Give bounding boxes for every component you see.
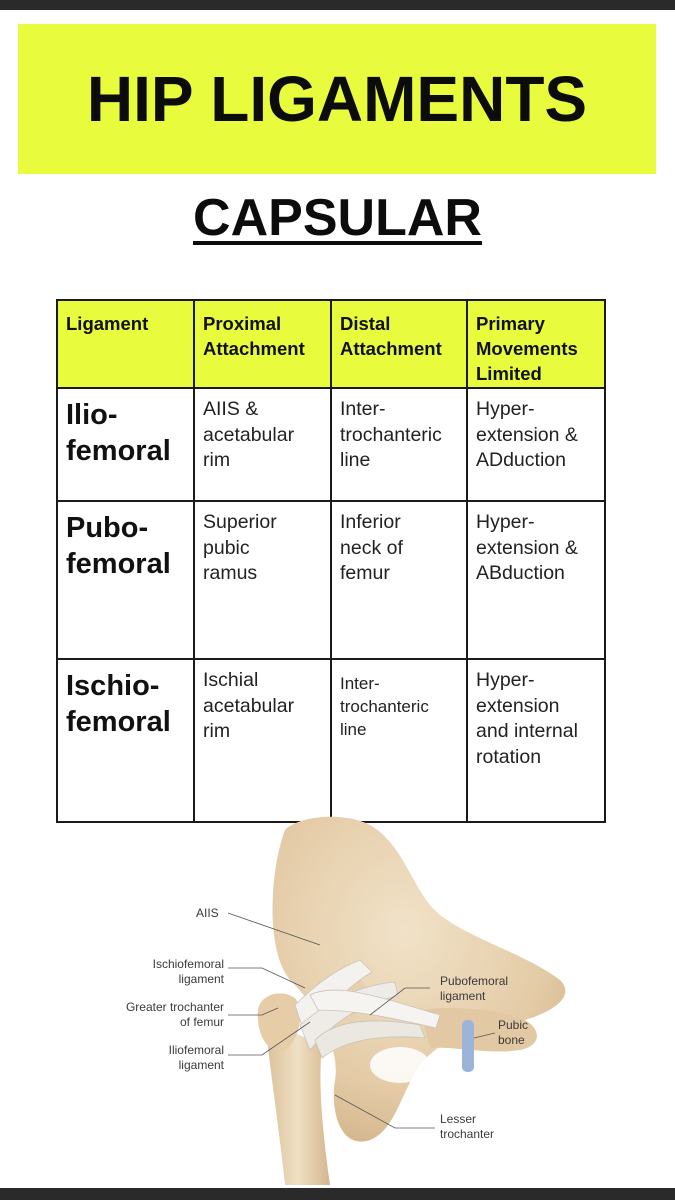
cell-text: extension & xyxy=(476,423,578,446)
cell-text: Hyper- xyxy=(476,669,535,691)
cell-text: Ischial xyxy=(203,669,259,691)
header-line: Ligament xyxy=(66,313,149,334)
table-row xyxy=(57,388,605,501)
cell-text: rotation xyxy=(476,745,542,768)
label-pubofemoral xyxy=(440,974,508,1004)
label-line: Greater trochanter xyxy=(125,1000,224,1014)
table-row xyxy=(57,659,605,822)
ligament-name: Pubo- xyxy=(66,512,149,544)
cell-text: pubic xyxy=(203,536,250,559)
distal-cell xyxy=(331,388,467,501)
cell-text: acetabular xyxy=(203,694,295,717)
title-banner xyxy=(18,24,656,174)
limits-cell xyxy=(467,388,605,501)
label-line: ligament xyxy=(178,1058,224,1072)
table-header-row xyxy=(57,300,605,388)
label-pubic-bone xyxy=(498,1018,528,1048)
header-line: Distal xyxy=(340,313,391,334)
header-line: Movements xyxy=(476,338,578,359)
ligament-name: femoral xyxy=(66,706,171,738)
hip-illustration xyxy=(0,810,675,1185)
cell-text: extension xyxy=(476,694,560,717)
hip-anatomy-figure xyxy=(0,810,675,1185)
cell-text: femur xyxy=(340,562,390,584)
ligament-name-cell xyxy=(57,501,194,659)
distal-cell xyxy=(331,659,467,822)
label-line: bone xyxy=(498,1033,525,1047)
cell-text: Superior xyxy=(203,511,277,533)
header-line: Limited xyxy=(476,363,542,384)
cell-text: Inferior xyxy=(340,511,401,533)
bottom-bar xyxy=(0,1188,675,1200)
label-line: trochanter xyxy=(440,1127,495,1141)
header-line: Attachment xyxy=(340,338,442,359)
cell-text: Hyper- xyxy=(476,398,535,420)
label-line: Iliofemoral xyxy=(168,1043,224,1057)
label-line: Lesser xyxy=(440,1112,477,1126)
label-line: ligament xyxy=(178,972,224,986)
header-distal xyxy=(331,300,467,388)
proximal-cell xyxy=(194,501,331,659)
cell-text: ABduction xyxy=(476,562,565,584)
limits-cell xyxy=(467,501,605,659)
header-limits xyxy=(467,300,605,388)
label-line: Pubic xyxy=(498,1018,529,1032)
limits-cell xyxy=(467,659,605,822)
label-greater-trochanter xyxy=(100,1000,224,1030)
cell-text: acetabular xyxy=(203,423,295,446)
header-line: Attachment xyxy=(203,338,305,359)
top-bar xyxy=(0,0,675,10)
cell-text: trochanteric xyxy=(340,697,429,716)
cell-text: Hyper- xyxy=(476,511,535,533)
header-line: Proximal xyxy=(203,313,282,334)
label-aiis: AIIS xyxy=(196,906,219,920)
table-row xyxy=(57,501,605,659)
cell-text: AIIS & xyxy=(203,398,259,420)
ligament-name: Ischio- xyxy=(66,670,160,702)
cell-text: rim xyxy=(203,720,231,742)
cell-text: line xyxy=(340,720,367,739)
cell-text: ADduction xyxy=(476,449,566,471)
cell-text: Inter- xyxy=(340,674,380,693)
cell-text: extension & xyxy=(476,536,578,559)
cell-text: ramus xyxy=(203,562,258,584)
ligament-table xyxy=(56,299,606,823)
label-line: of femur xyxy=(179,1015,224,1029)
section-subtitle: CAPSULAR xyxy=(193,189,482,247)
page-title: HIP LIGAMENTS xyxy=(86,63,588,135)
proximal-cell xyxy=(194,659,331,822)
subtitle-wrap xyxy=(0,188,675,248)
distal-cell xyxy=(331,501,467,659)
obturator-foramen xyxy=(370,1047,430,1083)
header-proximal xyxy=(194,300,331,388)
label-ischiofemoral xyxy=(110,957,224,987)
cell-text: Inter- xyxy=(340,398,386,420)
ligament-name-cell xyxy=(57,659,194,822)
label-lesser-trochanter xyxy=(440,1112,494,1142)
ligament-name-cell xyxy=(57,388,194,501)
header-line: Primary xyxy=(476,313,545,334)
ligament-name: femoral xyxy=(66,548,171,580)
cell-text: neck of xyxy=(340,536,403,559)
label-iliofemoral xyxy=(110,1043,224,1073)
cell-text: line xyxy=(340,449,371,471)
label-line: Ischiofemoral xyxy=(152,957,224,971)
proximal-cell xyxy=(194,388,331,501)
cell-text: and internal xyxy=(476,720,578,742)
cell-text: rim xyxy=(203,449,231,471)
header-ligament xyxy=(57,300,194,388)
ligament-name: femoral xyxy=(66,435,171,467)
label-line: Pubofemoral xyxy=(440,974,509,988)
label-line: ligament xyxy=(440,989,486,1003)
ligament-name: Ilio- xyxy=(66,399,118,431)
cell-text: trochanteric xyxy=(340,423,442,446)
pubic-cartilage xyxy=(462,1020,474,1072)
